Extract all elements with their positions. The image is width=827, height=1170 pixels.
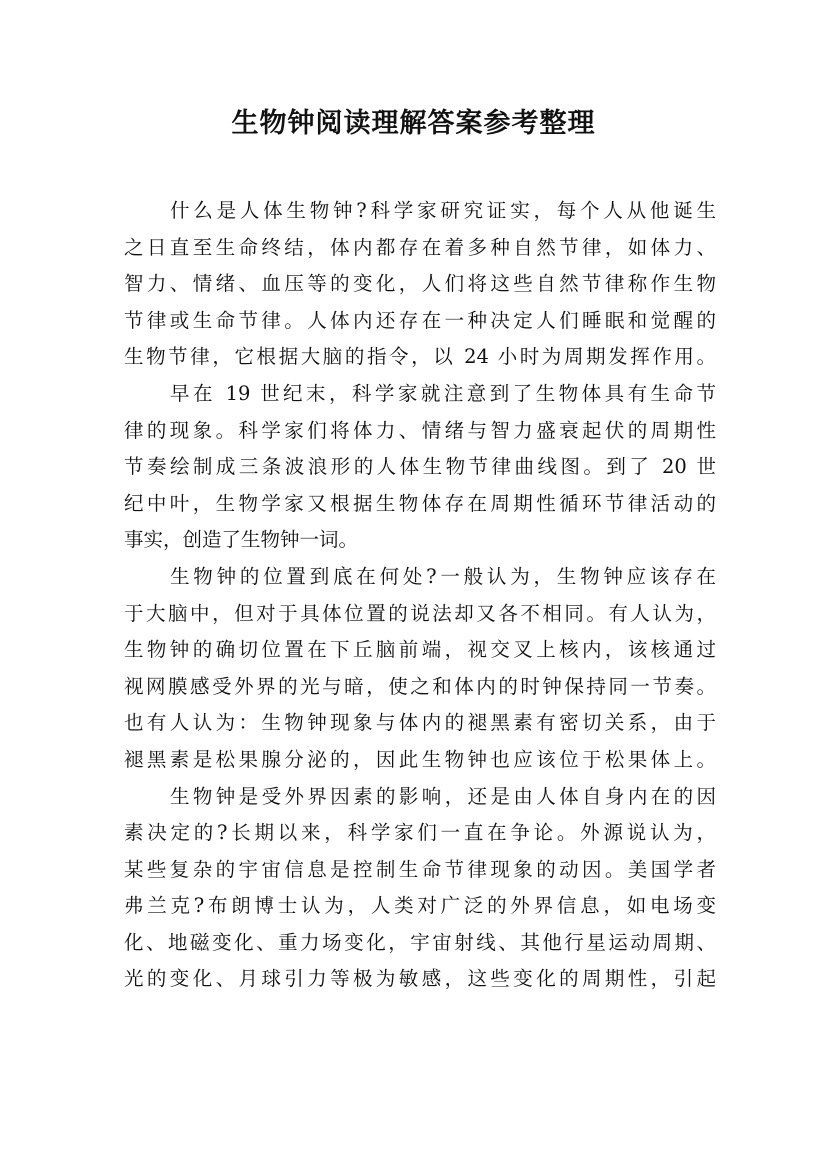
text-line: 生物钟的位置到底在何处?一般认为，生物钟应该存在: [170, 564, 716, 588]
text-line: 什么是人体生物钟?科学家研究证实，每个人从他诞生: [170, 199, 716, 222]
text-line: 生物钟是受外界因素的影响，还是由人体自身内在的因: [170, 784, 716, 808]
text-line: 弗兰克?布朗博士认为，人类对广泛的外界信息，如电场变: [124, 894, 716, 918]
paragraph: [124, 779, 716, 999]
text-line: 事实，创造了生物钟一词。: [124, 528, 359, 552]
paragraph: [124, 559, 716, 779]
text-line: 生物节律，它根据大脑的指令，以 24 小时为周期发挥作用。: [124, 345, 716, 369]
text-line: 化、地磁变化、重力场变化，宇宙射线、其他行星运动周期、: [124, 930, 716, 954]
text-line: 生物钟的确切位置在下丘脑前端，视交叉上核内，该核通过: [124, 638, 716, 662]
text-line: 素决定的?长期以来，科学家们一直在争论。外源说认为，: [124, 821, 716, 845]
text-line: 光的变化、月球引力等极为敏感，这些变化的周期性，引起: [124, 967, 716, 991]
text-line: 视网膜感受外界的光与暗，使之和体内的时钟保持同一节奏。: [124, 674, 716, 698]
document-title: 生物钟阅读理解答案参考整理: [231, 108, 596, 139]
text-line: 也有人认为：生物钟现象与体内的褪黑素有密切关系，由于: [124, 711, 716, 735]
text-line: 于大脑中，但对于具体位置的说法却又各不相同。有人认为，: [124, 601, 716, 625]
text-line: 早在 19 世纪末，科学家就注意到了生物体具有生命节: [170, 381, 716, 405]
text-line: 之日直至生命终结，体内都存在着多种自然节律，如体力、: [124, 235, 716, 259]
text-line: 节奏绘制成三条波浪形的人体生物节律曲线图。到了 20 世: [124, 455, 716, 479]
paragraph: [124, 193, 716, 376]
text-line: 褪黑素是松果腺分泌的，因此生物钟也应该位于松果体上。: [124, 747, 716, 771]
text-line: 律的现象。科学家们将体力、情绪与智力盛衰起伏的周期性: [124, 418, 716, 442]
text-line: 智力、情绪、血压等的变化，人们将这些自然节律称作生物: [124, 272, 716, 296]
text-line: 纪中叶，生物学家又根据生物体存在周期性循环节律活动的: [124, 491, 716, 515]
text-line: 节律或生命节律。人体内还存在一种决定人们睡眠和觉醒的: [124, 308, 716, 332]
document-body: [124, 193, 716, 998]
text-line: 某些复杂的宇宙信息是控制生命节律现象的动因。美国学者: [124, 857, 716, 881]
paragraph: [124, 376, 716, 559]
